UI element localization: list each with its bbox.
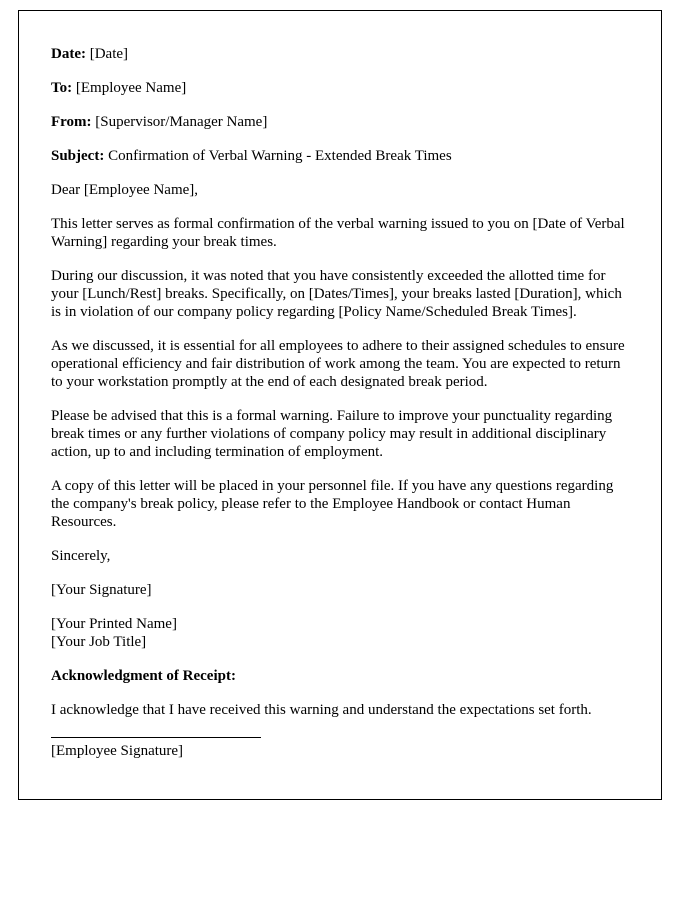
signature-placeholder: [Your Signature] xyxy=(51,582,152,598)
acknowledgment-heading-text: Acknowledgment of Receipt: xyxy=(51,668,236,684)
acknowledgment-heading xyxy=(51,667,629,685)
salutation: Dear [Employee Name], xyxy=(51,182,199,198)
subject-label: Subject: xyxy=(51,148,105,164)
job-title: [Your Job Title] xyxy=(51,634,147,650)
closing: Sincerely, xyxy=(51,548,111,564)
letter-page xyxy=(18,10,662,800)
from-field xyxy=(51,113,629,131)
body-paragraph-4: Please be advised that this is a formal warning. Failure to improve your punctuality regarding break times or any further violations of company policy may result in additional disciplinary action, up to and including termination of employment. xyxy=(51,408,613,460)
body-paragraph-1: This letter serves as formal confirmation of the verbal warning issued to you on [Date of Verbal Warning] regarding your break times. xyxy=(51,216,625,250)
employee-signature-line xyxy=(51,737,261,738)
body-paragraph-2: During our discussion, it was noted that you have consistently exceeded the allotted time for your [Lunch/Rest] breaks. Specifically, on [Dates/Times], your breaks lasted [Duration], which is in violation of our company policy regarding [Policy Name/Scheduled Break Times]. xyxy=(51,268,622,320)
employee-signature-label: [Employee Signature] xyxy=(51,743,184,759)
printed-name: [Your Printed Name] xyxy=(51,616,177,632)
subject-field xyxy=(51,147,629,165)
from-value: [Supervisor/Manager Name] xyxy=(95,114,268,130)
date-label: Date: xyxy=(51,46,86,62)
to-field xyxy=(51,79,629,97)
from-label: From: xyxy=(51,114,92,130)
to-label: To: xyxy=(51,80,73,96)
date-value: [Date] xyxy=(89,46,129,62)
body-paragraph-5: A copy of this letter will be placed in your personnel file. If you have any questions regarding the company's break policy, please refer to the Employee Handbook or contact Human Resources. xyxy=(51,478,614,530)
subject-value: Confirmation of Verbal Warning - Extended Break Times xyxy=(108,148,452,164)
to-value: [Employee Name] xyxy=(75,80,187,96)
acknowledgment-text: I acknowledge that I have received this warning and understand the expectations set forth. xyxy=(51,702,592,718)
body-paragraph-3: As we discussed, it is essential for all employees to adhere to their assigned schedules to ensure operational efficiency and fair distribution of work among the team. You are expected to return to your workstation promptly at the end of each designated break period. xyxy=(51,338,625,390)
date-field xyxy=(51,45,629,63)
